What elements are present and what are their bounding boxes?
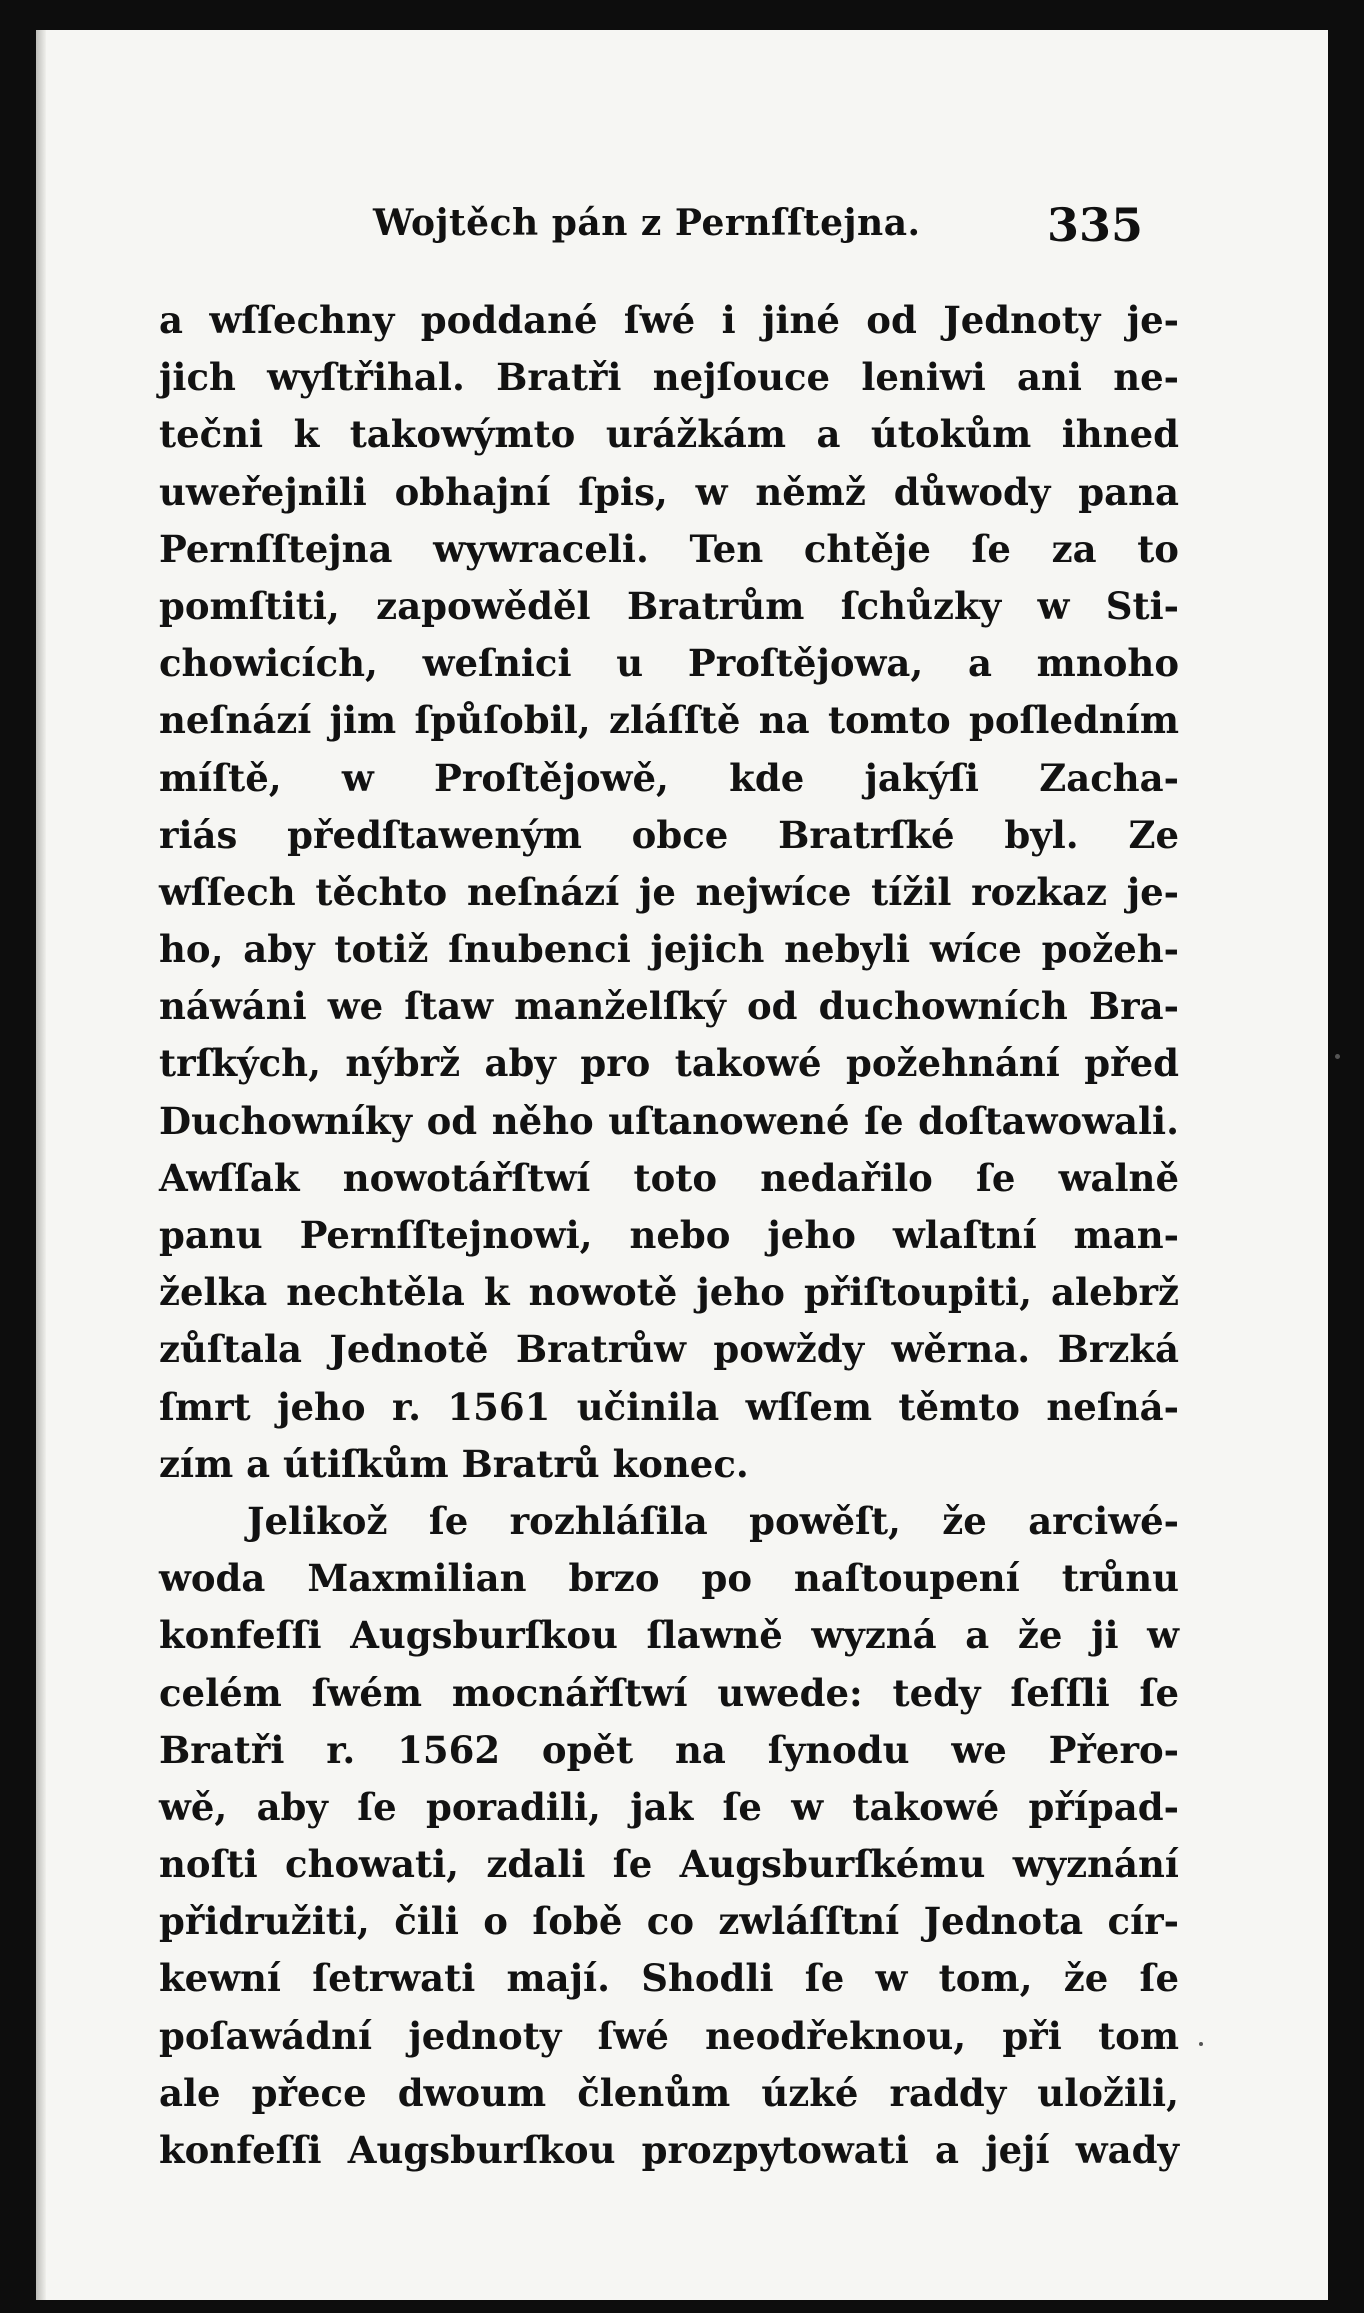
text-line: wſſech těchto neſnází je nejwíce tížil rozkaz je- [159,869,1179,914]
text-line: tečni k takowýmto urážkám a útokům ihned [159,412,1179,457]
text-line: trſkých, nýbrž aby pro takowé požehnání před [159,1041,1179,1086]
page-number: 335 [1047,198,1144,252]
text-line: Awſſak nowotářſtwí toto nedařilo ſe walně [159,1155,1179,1200]
text-line: Jelikož ſe rozhláſila powěſt, že arciwé- [247,1498,1179,1543]
text-line: poſawádní jednoty ſwé neodřeknou, při tom [159,2013,1179,2058]
text-line: ale přece dwoum členům úzké raddy uložili, [159,2070,1179,2115]
paper-speck [1335,1054,1340,1059]
text-line: chowicích, weſnici u Proſtějowa, a mnoho [159,641,1179,686]
text-line: konfeſſi Augsburſkou ſlawně wyzná a že ji w [159,1613,1179,1658]
text-line: kewní ſetrwati mají. Shodli ſe w tom, že ſe [159,1956,1179,2001]
text-line: a wſſechny poddané ſwé i jiné od Jednoty je- [159,298,1179,342]
text-line: celém ſwém mocnářſtwí uwede: tedy ſeſſli ſe [159,1670,1179,1715]
text-line: Bratři r. 1562 opět na ſynodu we Přero- [159,1727,1179,1772]
text-line: pomſtiti, zapowěděl Bratrům ſchůzky w Sti- [159,583,1179,628]
paragraph-2 [159,1493,1179,2179]
text-line: uweřejnili obhajní ſpis, w němž důwody pana [159,469,1179,514]
text-line: ſmrt jeho r. 1561 učinila wſſem těmto neſná- [159,1384,1179,1429]
text-line: želka nechtěla k nowotě jeho přiſtoupiti, alebrž [159,1270,1179,1315]
text-line: míſtě, w Proſtějowě, kde jakýſi Zacha- [159,755,1179,800]
page-header [39,198,1331,262]
text-line: wě, aby ſe poradili, jak ſe w takowé případ- [159,1784,1179,1829]
text-line: ho, aby totiž ſnubenci jejich nebyli wíce požeh- [159,927,1179,972]
text-line: zůſtala Jednotě Bratrůw powždy wěrna. Brzká [159,1327,1179,1372]
text-line: neſnází jim ſpůſobil, zláſſtě na tomto poſledním [159,698,1179,743]
text-line: jich wyſtřihal. Bratři nejſouce leniwi ani ne- [159,355,1179,400]
paper-speck [1199,2042,1203,2046]
text-line: přidružiti, čili o ſobě co zwláſſtní Jednota cír- [159,1899,1179,1944]
text-line: náwáni we ſtaw manželſký od duchowních Bra- [159,984,1179,1029]
text-line: panu Pernſſtejnowi, nebo jeho wlaſtní man- [159,1213,1179,1257]
text-line: woda Maxmilian brzo po naſtoupení trůnu [159,1556,1179,1601]
text-line: konfeſſi Augsburſkou prozpytowati a její wady [159,2128,1179,2172]
text-body [159,292,1179,2179]
text-line: Pernſſtejna wywraceli. Ten chtěje ſe za to [159,526,1179,571]
paragraph-1 [159,292,1179,1493]
text-line: Duchowníky od něho uſtanowené ſe doſtawowali. [159,1098,1179,1143]
book-page [36,30,1328,2300]
page-gutter-shadow [36,30,46,2300]
running-title: Wojtěch pán z Pernſſtejna. [373,202,921,244]
text-line: noſti chowati, zdali ſe Augsburſkému wyznání [159,1842,1179,1887]
text-line: zím a útiſkům Bratrů konec. [159,1441,749,1486]
text-line: riás předſtaweným obce Bratrſké byl. Ze [159,812,1179,857]
